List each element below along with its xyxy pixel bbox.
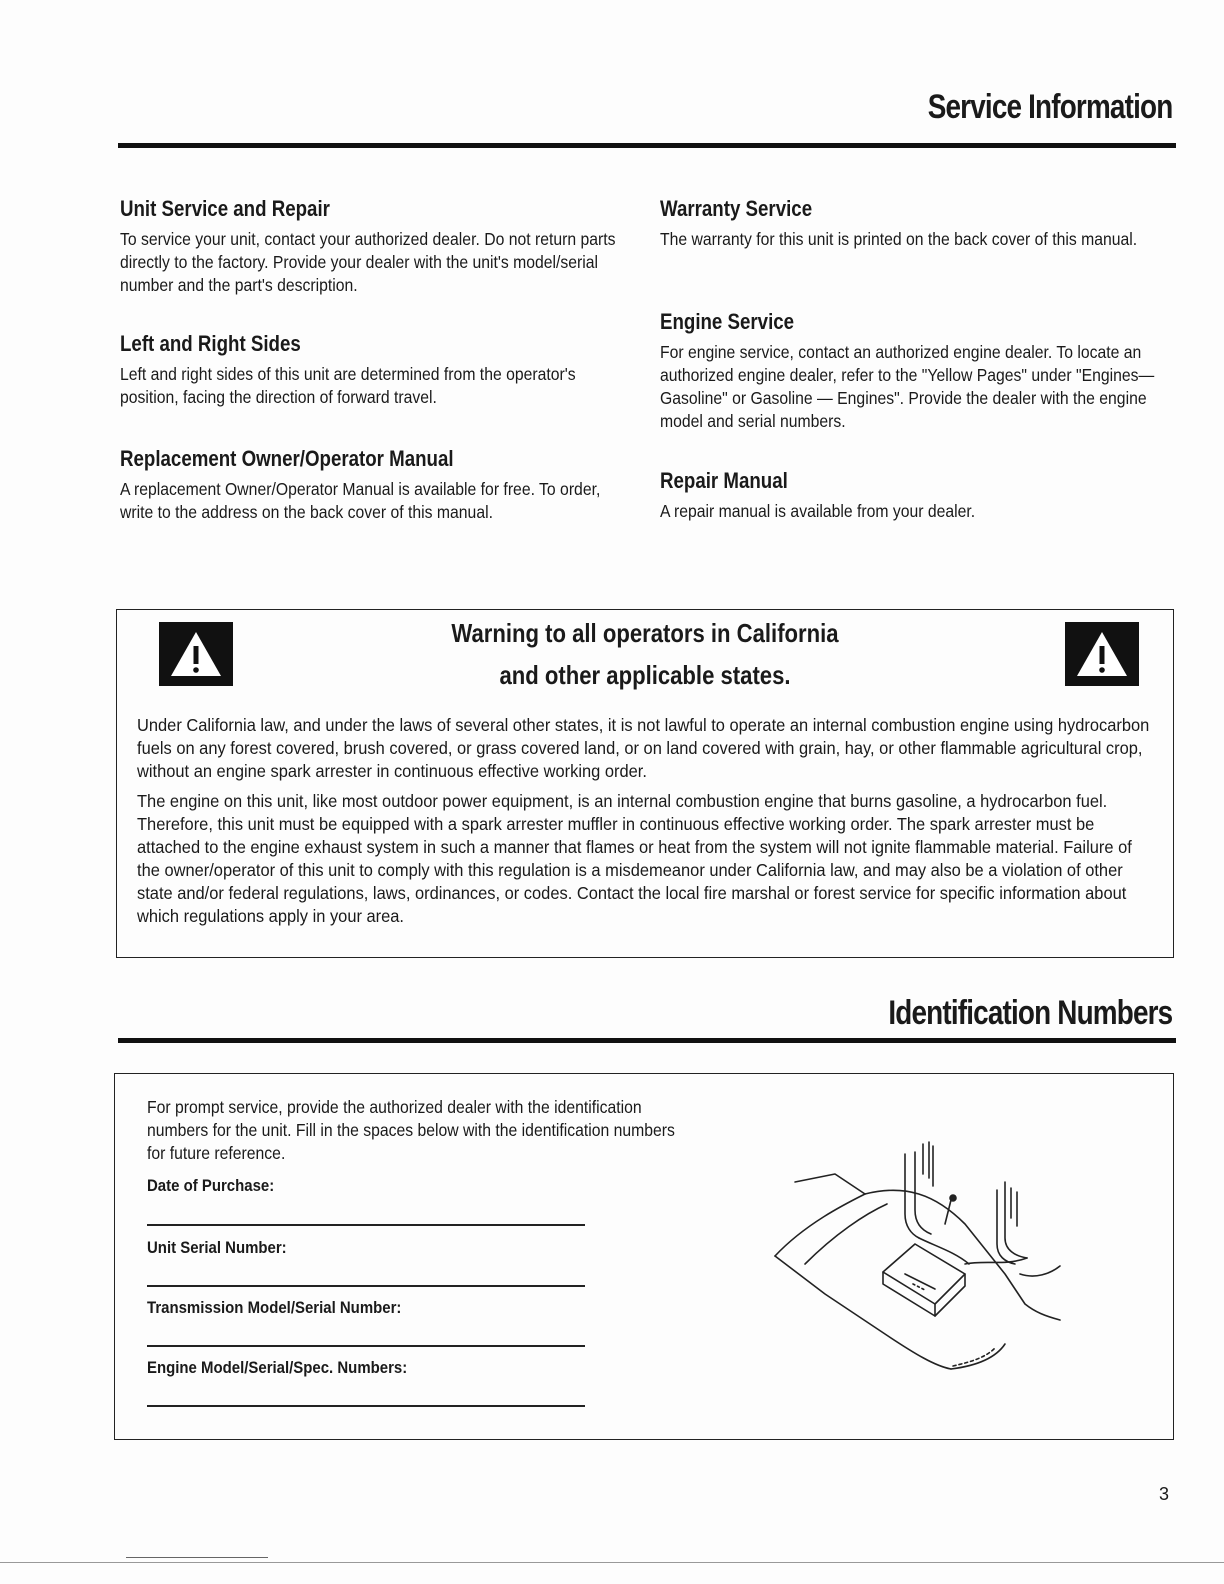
warning-title-line1: Warning to all operators in California — [451, 618, 839, 648]
repair-manual-section — [660, 468, 1180, 523]
engine-service-section — [660, 309, 1180, 433]
unit-serial-number-line[interactable] — [147, 1285, 585, 1287]
engine-model-serial-spec-line[interactable] — [147, 1405, 585, 1407]
unit-service-section — [120, 196, 640, 297]
warning-paragraph-1: Under California law, and under the laws of several other states, it is not lawful to operate an internal combustion engine using hydrocarbon fuels on any forest covered, brush covered, or grass covered land, or on land covered with grain, hay, or other flammable agricultural crop, without an engine spark arrester in continuous effective working order. — [137, 715, 1150, 781]
section-text: For engine service, contact an authorized engine dealer. To locate an authorized engine dealer, refer to the "Yellow Pages" under "Engines—Gasoline" or Gasoline — Engines". Provide the dealer with the engine model and serial numbers. — [660, 342, 1155, 431]
date-of-purchase-label: Date of Purchase: — [147, 1176, 275, 1195]
section-heading: Left and Right Sides — [120, 331, 301, 356]
left-right-sides-section — [120, 331, 640, 409]
identification-box — [114, 1073, 1174, 1440]
section-heading: Unit Service and Repair — [120, 196, 330, 221]
section-text: Left and right sides of this unit are determined from the operator's position, facing the direction of forward travel. — [120, 364, 576, 407]
california-warning-box — [116, 609, 1174, 958]
service-information-title: Service Information — [927, 88, 1172, 126]
page-edge-line — [0, 1562, 1224, 1563]
warning-title-line2: and other applicable states. — [499, 660, 791, 690]
section-heading: Warranty Service — [660, 196, 813, 221]
section-text: A repair manual is available from your dealer. — [660, 501, 976, 521]
section-heading: Replacement Owner/Operator Manual — [120, 446, 454, 471]
replacement-manual-section — [120, 446, 640, 524]
transmission-model-serial-line[interactable] — [147, 1345, 585, 1347]
date-of-purchase-line[interactable] — [147, 1224, 585, 1226]
transmission-model-serial-label: Transmission Model/Serial Number: — [147, 1298, 402, 1317]
warranty-service-section — [660, 196, 1180, 251]
engine-model-serial-spec-label: Engine Model/Serial/Spec. Numbers: — [147, 1358, 408, 1377]
identification-intro: For prompt service, provide the authorized dealer with the identification numbers for the unit. Fill in the spaces below with the identification numbers for future reference. — [147, 1097, 675, 1163]
section-rule — [118, 143, 1176, 148]
identification-numbers-title: Identification Numbers — [887, 994, 1172, 1032]
page-edge-mark — [126, 1557, 268, 1558]
section-text: A replacement Owner/Operator Manual is available for free. To order, write to the address on the back cover of this manual. — [120, 479, 601, 522]
warning-paragraph-2: The engine on this unit, like most outdoor power equipment, is an internal combustion engine that burns gasoline, a hydrocarbon fuel. Therefore, this unit must be equipped with a spark arrester muffler in continuous effective working order. The spark arrester must be attached to the engine exhaust system in such a manner that flames or heat from the system will not ignite flammable material. Failure of the owner/operator of this unit to comply with this regulation is a misdemeanor under California law, and may also be a violation of other state and/or federal regulations, laws, ordinances, or codes. Contact the local fire marshal or forest service for specific information about which regulations apply in your area. — [137, 791, 1132, 926]
section-heading: Engine Service — [660, 309, 795, 334]
left-column — [120, 196, 640, 297]
serial-plate-location-illustration — [765, 1134, 1075, 1384]
page-number: 3 — [1159, 1484, 1170, 1504]
section-rule — [118, 1038, 1176, 1043]
section-text: To service your unit, contact your authorized dealer. Do not return parts directly to the factory. Provide your dealer with the unit's model/serial number and the part's description. — [120, 229, 616, 295]
section-heading: Repair Manual — [660, 468, 788, 493]
unit-serial-number-label: Unit Serial Number: — [147, 1238, 287, 1257]
section-text: The warranty for this unit is printed on the back cover of this manual. — [660, 229, 1138, 249]
